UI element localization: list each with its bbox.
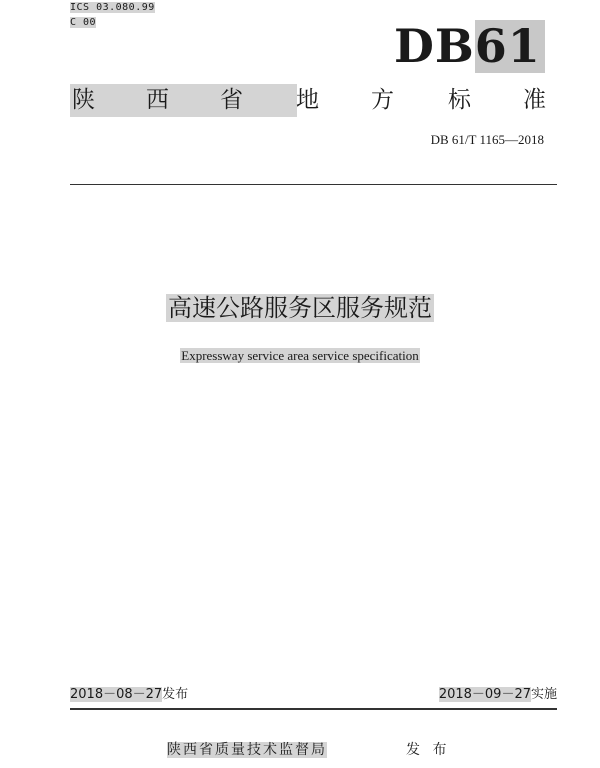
issuing-authority: 陕西省质量技术监督局	[167, 742, 327, 758]
document-title-english: Expressway service area service specification	[181, 348, 419, 363]
header-divider	[70, 184, 557, 185]
footer-divider	[70, 708, 557, 710]
logo-number: 61	[475, 20, 545, 73]
standard-type-char: 准	[523, 87, 546, 113]
publish-label: 发布	[162, 687, 189, 702]
ics-code: ICS 03.080.99	[70, 2, 155, 13]
standard-type-heading	[70, 84, 548, 117]
standard-code: DB 61/T 1165—2018	[430, 132, 544, 147]
standard-type-char: 标	[448, 87, 471, 113]
classification-codes	[70, 1, 155, 31]
ccs-code: C 00	[70, 17, 97, 28]
standard-type-char: 地	[296, 87, 319, 113]
standard-type-char: 方	[371, 87, 394, 113]
publish-date-block	[70, 686, 188, 704]
logo-prefix: DB	[394, 19, 475, 73]
standard-logo	[394, 20, 545, 73]
issue-label: 发 布	[406, 742, 451, 758]
implement-date-block	[439, 686, 557, 704]
standard-type-char: 省	[220, 87, 243, 113]
standard-type-char: 陕	[72, 87, 95, 113]
standard-type-char: 西	[146, 87, 169, 113]
heading-highlight	[70, 84, 297, 117]
implement-label: 实施	[530, 687, 557, 702]
implement-date: 2018－09－27	[438, 687, 531, 702]
document-title-chinese: 高速公路服务区服务规范	[168, 294, 432, 322]
publish-date: 2018－08－27	[70, 687, 163, 702]
